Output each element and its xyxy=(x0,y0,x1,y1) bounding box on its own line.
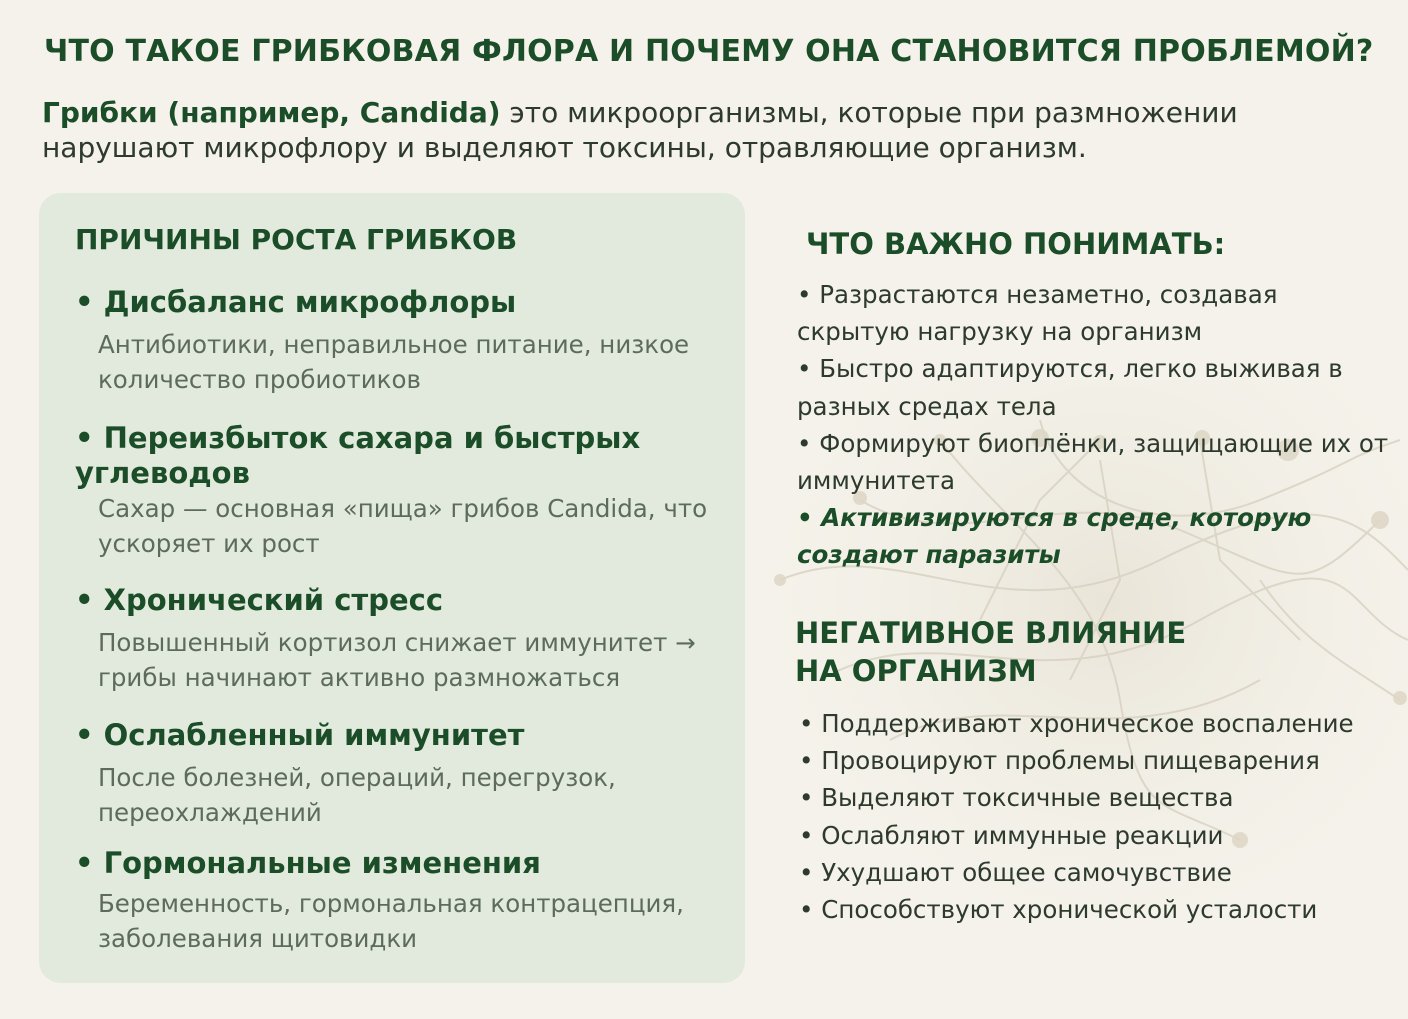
negative-item: • Ухудшают общее самочувствие xyxy=(799,857,1232,887)
intro-paragraph xyxy=(42,95,1362,165)
cause-item xyxy=(75,285,725,397)
cause-title: • Переизбыток сахара и быстрых углеводов xyxy=(75,421,641,490)
cause-item xyxy=(75,846,725,956)
negative-item: • Провоцируют проблемы пищеварения xyxy=(799,746,1320,776)
cause-description: Антибиотики, неправильное питание, низкое количество пробиотиков xyxy=(98,330,690,394)
negative-title-line2: НА ОРГАНИЗМ xyxy=(795,654,1037,688)
cause-description: Беременность, гормональная контрацепция, заболевания щитовидки xyxy=(98,889,684,953)
negative-title xyxy=(795,614,1186,690)
important-list xyxy=(797,276,1392,574)
cause-item xyxy=(75,718,725,830)
intro-highlight: Грибки (например, Candida) xyxy=(42,96,501,129)
cause-item xyxy=(75,583,725,695)
cause-title: • Дисбаланс микрофлоры xyxy=(75,285,517,319)
important-title: ЧТО ВАЖНО ПОНИМАТЬ: xyxy=(806,227,1226,261)
negative-list xyxy=(799,705,1394,928)
important-item: • Формируют биоплёнки, защищающие их от иммунитета xyxy=(797,428,1389,496)
cause-title: • Гормональные изменения xyxy=(75,846,541,880)
cause-title: • Хронический стресс xyxy=(75,583,444,617)
negative-item: • Способствуют хронической усталости xyxy=(799,895,1318,925)
cause-item xyxy=(75,421,725,561)
negative-item: • Поддерживают хроническое воспаление xyxy=(799,709,1354,738)
important-item: • Разрастаются незаметно, создавая скрытую нагрузку на организм xyxy=(797,280,1278,347)
causes-card xyxy=(39,193,745,983)
important-item: • Быстро адаптируются, легко выживая в разных средах тела xyxy=(797,354,1343,421)
intro-text: это микроорганизмы, которые при размножении нарушают микрофлору и выделяют токсины, отравляющие организм. xyxy=(42,96,1238,164)
cause-description: После болезней, операций, перегрузок, переохлаждений xyxy=(98,763,616,827)
important-item-emphasis: • Активизируются в среде, которую создают паразиты xyxy=(797,503,1312,570)
negative-title-line1: НЕГАТИВНОЕ ВЛИЯНИЕ xyxy=(795,616,1187,650)
cause-title: • Ослабленный иммунитет xyxy=(75,718,525,752)
page-title: ЧТО ТАКОЕ ГРИБКОВАЯ ФЛОРА И ПОЧЕМУ ОНА СТАНОВИТСЯ ПРОБЛЕМОЙ? xyxy=(44,34,1374,69)
negative-item: • Выделяют токсичные вещества xyxy=(799,783,1234,813)
cause-description: Сахар — основная «пища» грибов Candida, что ускоряет их рост xyxy=(98,494,708,558)
cause-description: Повышенный кортизол снижает иммунитет → грибы начинают активно размножаться xyxy=(98,628,696,692)
causes-title: ПРИЧИНЫ РОСТА ГРИБКОВ xyxy=(75,223,518,256)
negative-item: • Ослабляют иммунные реакции xyxy=(799,820,1224,850)
